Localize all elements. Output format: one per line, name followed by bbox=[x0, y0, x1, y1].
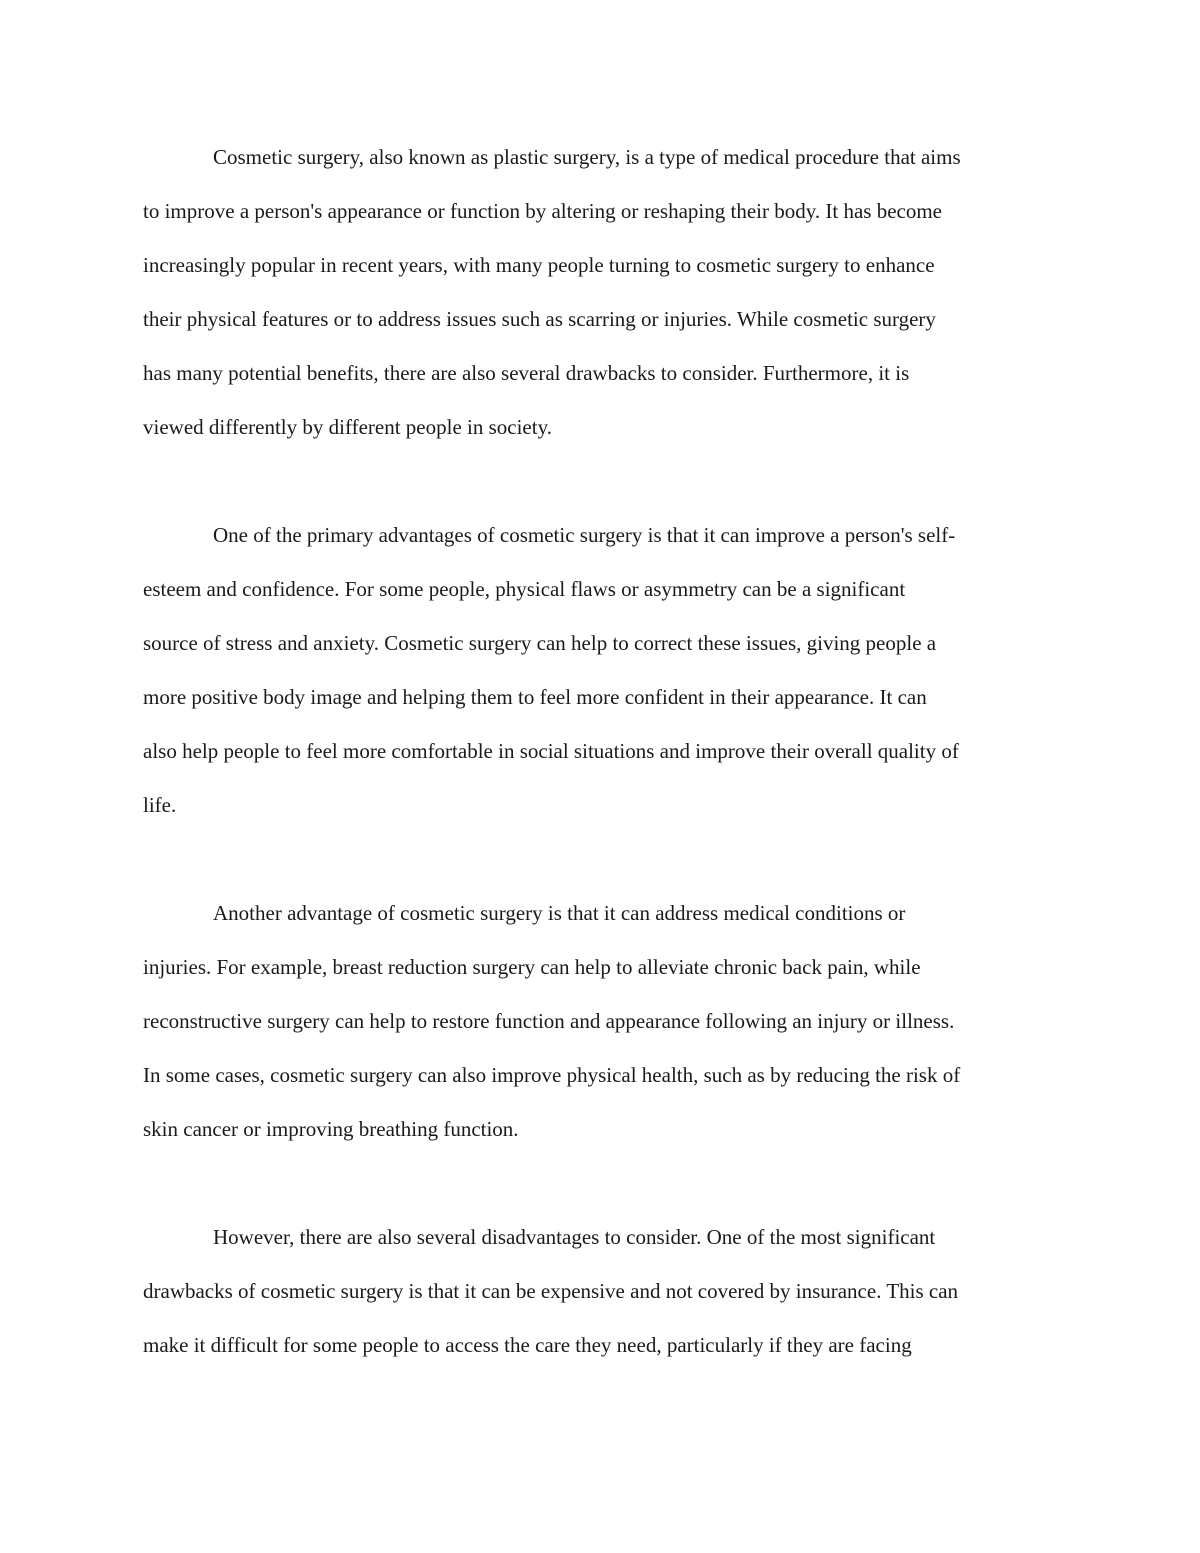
paragraph-spacer bbox=[143, 454, 1059, 508]
document-body bbox=[143, 130, 1059, 1372]
text-line: to improve a person's appearance or function by altering or reshaping their body. It has become bbox=[143, 199, 942, 223]
text-line: has many potential benefits, there are also several drawbacks to consider. Furthermore, it is bbox=[143, 361, 910, 385]
text-line: also help people to feel more comfortable in social situations and improve their overall quality of bbox=[143, 739, 959, 763]
text-line: increasingly popular in recent years, with many people turning to cosmetic surgery to enhance bbox=[143, 253, 935, 277]
paragraph-spacer bbox=[143, 832, 1059, 886]
text-line: esteem and confidence. For some people, physical flaws or asymmetry can be a significant bbox=[143, 577, 906, 601]
paragraph-1 bbox=[143, 130, 1059, 454]
text-line: source of stress and anxiety. Cosmetic surgery can help to correct these issues, giving people a bbox=[143, 631, 937, 655]
text-line: make it difficult for some people to access the care they need, particularly if they are facing bbox=[143, 1333, 912, 1357]
paragraph-3 bbox=[143, 886, 1059, 1156]
paragraph-4 bbox=[143, 1210, 1059, 1372]
text-line: In some cases, cosmetic surgery can also improve physical health, such as by reducing the risk of bbox=[143, 1063, 961, 1087]
text-line: Cosmetic surgery, also known as plastic surgery, is a type of medical procedure that aims bbox=[213, 145, 961, 169]
text-line: Another advantage of cosmetic surgery is that it can address medical conditions or bbox=[213, 901, 906, 925]
text-line: more positive body image and helping them to feel more confident in their appearance. It can bbox=[143, 685, 927, 709]
text-line: drawbacks of cosmetic surgery is that it can be expensive and not covered by insurance. This can bbox=[143, 1279, 959, 1303]
text-line: viewed differently by different people in society. bbox=[143, 415, 552, 439]
text-line: their physical features or to address issues such as scarring or injuries. While cosmetic surgery bbox=[143, 307, 936, 331]
text-line: reconstructive surgery can help to restore function and appearance following an injury or illness. bbox=[143, 1009, 955, 1033]
text-line: However, there are also several disadvantages to consider. One of the most significant bbox=[213, 1225, 936, 1249]
paragraph-2 bbox=[143, 508, 1059, 832]
text-line: skin cancer or improving breathing function. bbox=[143, 1117, 519, 1141]
text-line: injuries. For example, breast reduction surgery can help to alleviate chronic back pain, while bbox=[143, 955, 921, 979]
text-line: life. bbox=[143, 793, 177, 817]
text-line: One of the primary advantages of cosmetic surgery is that it can improve a person's self- bbox=[213, 523, 956, 547]
paragraph-spacer bbox=[143, 1156, 1059, 1210]
